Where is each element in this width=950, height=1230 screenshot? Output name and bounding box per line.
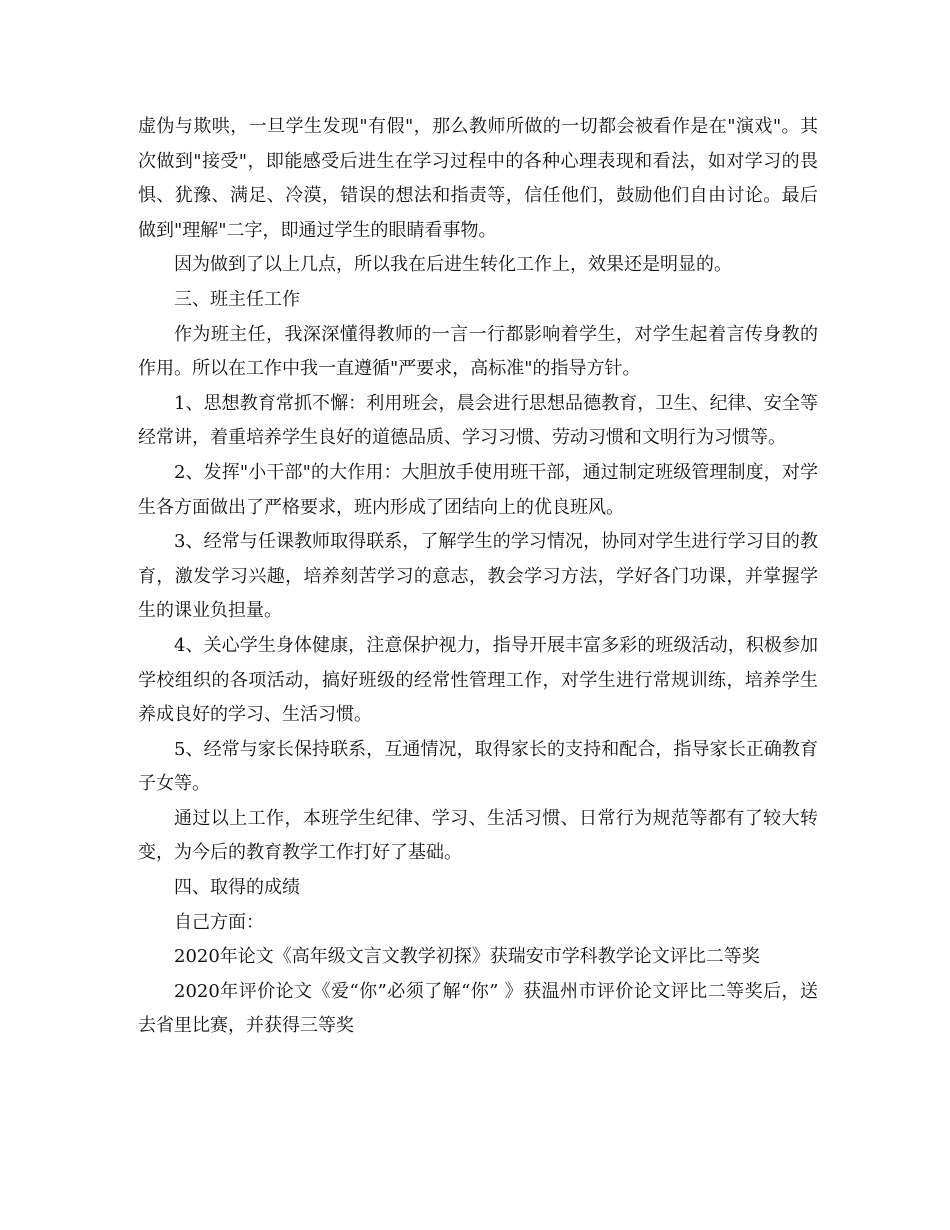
paragraph-work-summary: 通过以上工作，本班学生纪律、学习、生活习惯、日常行为规范等都有了较大转变，为今后的教育教学工作打好了基础。 xyxy=(138,807,818,864)
section-heading-class-teacher-work: 三、班主任工作 xyxy=(174,288,300,310)
document-page xyxy=(138,110,818,1044)
list-item-class-cadres: 2、发挥"小干部"的大作用：大胆放手使用班干部，通过制定班级管理制度，对学生各方面做出了严格要求，班内形成了团结向上的优良班风。 xyxy=(138,461,818,518)
list-item-student-health: 4、关心学生身体健康，注意保护视力，指导开展丰富多彩的班级活动，积极参加学校组织的各项活动，搞好班级的经常性管理工作，对学生进行常规训练，培养学生养成良好的学习、生活习惯。 xyxy=(138,634,818,726)
list-item-ideological-education: 1、思想教育常抓不懈：利用班会，晨会进行思想品德教育，卫生、纪律、安全等经常讲，着重培养学生良好的道德品质、学习习惯、劳动习惯和文明行为习惯等。 xyxy=(138,392,818,449)
list-item-contact-parents: 5、经常与家长保持联系，互通情况，取得家长的支持和配合，指导家长正确教育子女等。 xyxy=(138,738,818,795)
paragraph-continuation: 虚伪与欺哄，一旦学生发现"有假"，那么教师所做的一切都会被看作是在"演戏"。其次做到"接受"，即能感受后进生在学习过程中的各种心理表现和看法，如对学习的畏惧、犹豫、满足、冷漠，错误的想法和指责等，信任他们，鼓励他们自由讨论。最后做到"理解"二字，即通过学生的眼睛看事物。 xyxy=(138,116,818,241)
section-heading-achievements: 四、取得的成绩 xyxy=(174,877,300,899)
subheading-self: 自己方面： xyxy=(174,911,264,933)
paragraph-class-teacher-intro: 作为班主任，我深深懂得教师的一言一行都影响着学生，对学生起着言传身教的作用。所以在工作中我一直遵循"严要求，高标准"的指导方针。 xyxy=(138,323,818,380)
achievement-item-2: 2020年评价论文《爱“你”必须了解“你” 》获温州市评价论文评比二等奖后，送去省里比赛，并获得三等奖 xyxy=(138,980,818,1037)
achievement-item-1: 2020年论文《高年级文言文教学初探》获瑞安市学科教学论文评比二等奖 xyxy=(174,946,760,968)
list-item-contact-teachers: 3、经常与任课教师取得联系，了解学生的学习情况，协同对学生进行学习目的教育，激发学习兴趣，培养刻苦学习的意志，教会学习方法，学好各门功课，并掌握学生的课业负担量。 xyxy=(138,531,818,622)
paragraph-transformation-result: 因为做到了以上几点，所以我在后进生转化工作上，效果还是明显的。 xyxy=(174,254,732,276)
